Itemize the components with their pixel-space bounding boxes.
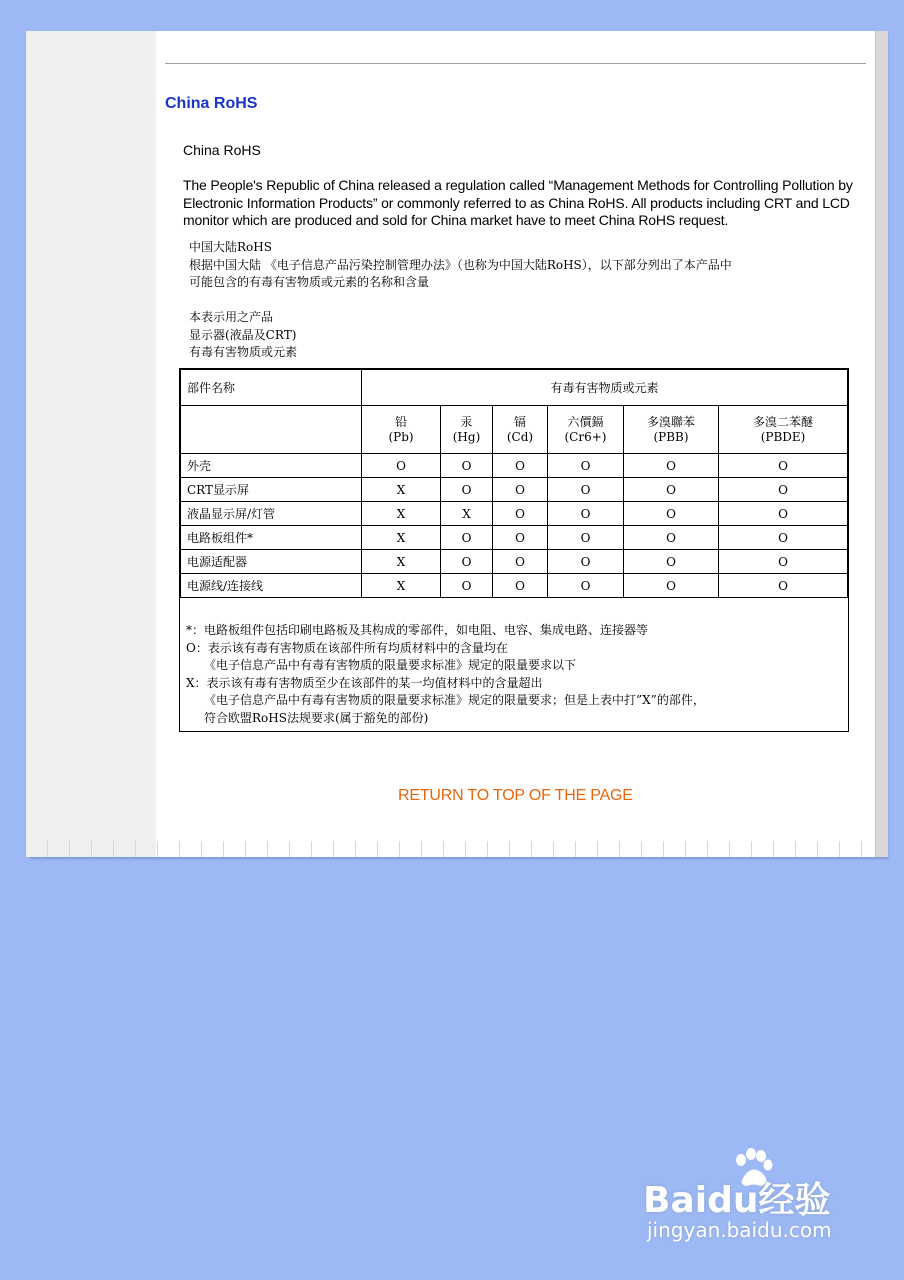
- column-header-cr6: 六價鎘 (Cr6+): [548, 406, 624, 454]
- cell-value: O: [548, 454, 624, 478]
- column-header-pbde: 多溴二苯醚 (PBDE): [719, 406, 848, 454]
- note-line: 《电子信息产品中有毒有害物质的限量要求标准》规定的限量要求；但是上表中打”X”的部件，: [204, 693, 705, 707]
- part-name: 电源适配器: [181, 550, 362, 574]
- cell-value: O: [624, 550, 719, 574]
- bottom-ruler: [26, 841, 888, 857]
- top-divider: [165, 63, 866, 64]
- cell-value: X: [441, 502, 493, 526]
- cell-value: O: [441, 574, 493, 598]
- table-row: [181, 526, 848, 550]
- note-line: O：表示该有毒有害物质在该部件所有均质材料中的含量均在: [186, 640, 508, 655]
- column-header-pbb: 多溴聯苯 (PBB): [624, 406, 719, 454]
- cell-value: O: [719, 478, 848, 502]
- cell-value: X: [362, 526, 441, 550]
- cell-value: O: [719, 454, 848, 478]
- cell-value: O: [493, 550, 548, 574]
- right-scroll-strip: [875, 31, 888, 857]
- substance-header-row: [181, 406, 848, 454]
- cell-value: O: [548, 574, 624, 598]
- cell-value: O: [624, 502, 719, 526]
- column-header-hg: 汞 (Hg): [441, 406, 493, 454]
- chinese-product-info: [189, 309, 297, 362]
- empty-header-cell: [181, 406, 362, 454]
- cell-value: O: [493, 454, 548, 478]
- cell-value: O: [548, 550, 624, 574]
- table-header-row: [181, 370, 848, 406]
- cell-value: O: [441, 454, 493, 478]
- part-name: CRT显示屏: [181, 478, 362, 502]
- cell-value: O: [548, 502, 624, 526]
- cn-intro-line: 根据中国大陆 《电子信息产品污染控制管理办法》（也称为中国大陆RoHS），以下部分列出了本产品中: [189, 257, 732, 272]
- watermark-brand: Baidu经验: [643, 1180, 831, 1221]
- cell-value: O: [624, 526, 719, 550]
- watermark-site: jingyan.baidu.com: [647, 1218, 832, 1242]
- cell-value: O: [719, 526, 848, 550]
- section-title: China RoHS: [165, 95, 258, 112]
- note-line: 《电子信息产品中有毒有害物质的限量要求标准》规定的限量要求以下: [204, 658, 577, 672]
- cell-value: X: [362, 550, 441, 574]
- part-name: 电路板组件*: [181, 526, 362, 550]
- cell-value: X: [362, 574, 441, 598]
- cell-value: O: [719, 550, 848, 574]
- part-name: 液晶显示屏/灯管: [181, 502, 362, 526]
- cell-value: O: [493, 526, 548, 550]
- cell-value: O: [493, 502, 548, 526]
- left-sidebar: [26, 31, 156, 857]
- substance-group-header: 有毒有害物质或元素: [362, 370, 848, 406]
- table-row: [181, 502, 848, 526]
- cell-value: O: [441, 526, 493, 550]
- table-row: [181, 454, 848, 478]
- cell-value: O: [548, 526, 624, 550]
- cell-value: O: [493, 574, 548, 598]
- cn-product-line: 有毒有害物质或元素: [189, 345, 298, 359]
- column-header-cd: 镉 (Cd): [493, 406, 548, 454]
- return-to-top-link[interactable]: RETURN TO TOP OF THE PAGE: [398, 787, 633, 804]
- cell-value: O: [624, 454, 719, 478]
- rohs-substance-table: [180, 369, 848, 598]
- part-name-header: 部件名称: [181, 370, 362, 406]
- cell-value: X: [362, 502, 441, 526]
- cn-intro-line: 可能包含的有毒有害物质或元素的名称和含量: [189, 275, 430, 289]
- document-page: [26, 31, 888, 857]
- subtitle: China RoHS: [183, 142, 261, 158]
- cn-product-line: 本表示用之产品: [189, 310, 274, 324]
- note-line: *：电路板组件包括印刷电路板及其构成的零部件，如电阻、电容、集成电路、连接器等: [186, 623, 649, 637]
- cn-product-line: 显示器(液晶及CRT): [189, 327, 297, 342]
- cell-value: O: [548, 478, 624, 502]
- cell-value: O: [719, 502, 848, 526]
- note-line: X：表示该有毒有害物质至少在该部件的某一均值材料中的含量超出: [186, 675, 543, 690]
- cell-value: O: [441, 550, 493, 574]
- cn-intro-line: 中国大陆RoHS: [189, 240, 272, 254]
- cell-value: O: [493, 478, 548, 502]
- cell-value: O: [362, 454, 441, 478]
- table-row: [181, 574, 848, 598]
- cell-value: O: [624, 574, 719, 598]
- part-name: 电源线/连接线: [181, 574, 362, 598]
- note-line: 符合欧盟RoHS法规要求(属于豁免的部份): [204, 710, 429, 725]
- table-row: [181, 550, 848, 574]
- cell-value: O: [719, 574, 848, 598]
- cell-value: O: [624, 478, 719, 502]
- cell-value: X: [362, 478, 441, 502]
- table-notes: [186, 622, 842, 727]
- table-row: [181, 478, 848, 502]
- chinese-intro: [189, 239, 869, 292]
- part-name: 外壳: [181, 454, 362, 478]
- rohs-table-box: [179, 368, 849, 732]
- baidu-watermark: [643, 1148, 853, 1248]
- cell-value: O: [441, 478, 493, 502]
- intro-paragraph: The People's Republic of China released a regulation called “Management Methods for Controlling Pollution by Electronic Information Products” or commonly referred to as China RoHS. All products including CRT and LCD monitor which are produced and sold for China market have to meet China RoHS request.: [183, 177, 853, 228]
- column-header-pb: 铅 (Pb): [362, 406, 441, 454]
